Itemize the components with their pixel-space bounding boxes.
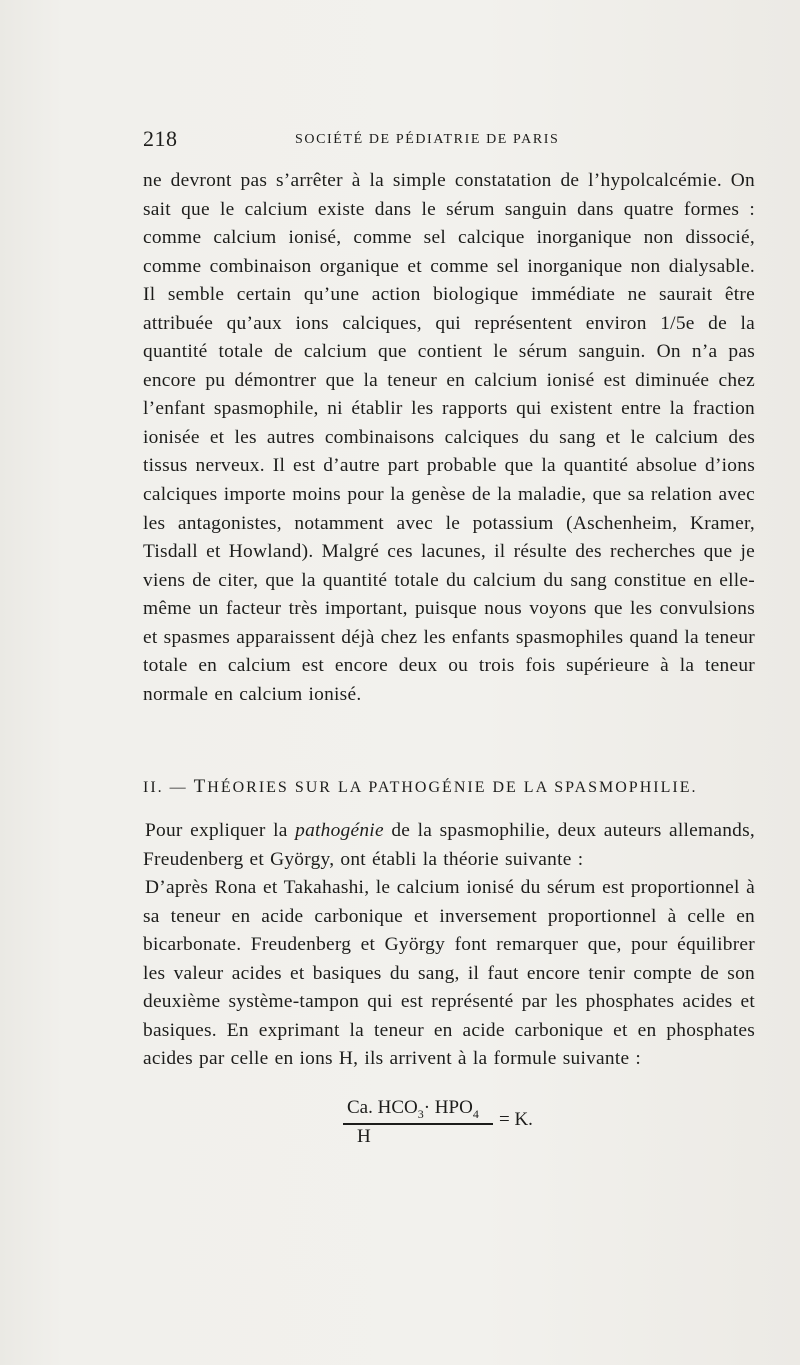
- paragraph-1: ne devront pas s’arrêter à la simple constatation de l’hypolcalcémie. On sait que le calcium existe dans le sérum sanguin dans quatre formes : comme calcium ionisé, comme sel calcique inorganique non dissocié, comme combinaison organique et comme sel inorganique non dialysable. Il semble certain qu’une action biologique immédiate ne saurait être attribuée qu’aux ions calciques, qui représentent environ 1/5e de la quantité totale de calcium que contient le sérum sanguin. On n’a pas encore pu démontrer que la teneur en calcium ionisé est diminuée chez l’enfant spasmophile, ni établir les rapports qui existent entre la fraction ionisée et les autres combinaisons calciques du sang et le calcium des tissus nerveux. Il est d’autre part probable que la quantité absolue d’ions calciques importe moins pour la genèse de la maladie, que sa relation avec les antagonistes, notamment avec le potassium (Aschenheim, Kramer, Tisdall et Howland). Malgré ces lacunes, il résulte des recherches que je viens de citer, que la quantité totale du calcium du sang constitue en elle-même un facteur très important, puisque nous voyons que les convulsions et spasmes apparaissent déjà chez les enfants spasmophiles quand la teneur totale en calcium est encore deux ou trois fois supérieure à la teneur normale en calcium ionisé.: [143, 170, 755, 705]
- body-text-block: [143, 167, 755, 709]
- formula-numerator: [347, 1097, 479, 1122]
- paragraph-2-italic: pathogénie: [295, 820, 384, 841]
- section-dash: —: [169, 779, 188, 796]
- section-title-initial: T: [193, 776, 208, 797]
- paragraph-2-end: de la spasmophilie, deux auteurs allemands, Freudenberg et György, ont établi la théorie suivante :: [143, 820, 755, 870]
- formula-result: = K.: [499, 1109, 533, 1130]
- formula: [343, 1097, 603, 1157]
- formula-subscript-4: 4: [472, 1106, 479, 1121]
- paragraph-3: D’après Rona et Takahashi, le calcium ionisé du sérum est proportionnel à sa teneur en acide carbonique et inversement proportionnel à celle en bicarbonate. Freudenberg et György font remarquer que, pour équilibrer les valeur acides et basiques du sang, il faut encore tenir compte de son deuxième système-tampon qui est représenté par les phosphates acides et basiques. En exprimant la teneur en acide carbonique et en phosphates acides par celle en ions H, ils arrivent à la formule suivante :: [143, 877, 755, 1070]
- fraction-bar: [343, 1123, 493, 1125]
- paragraph-2-start: Pour expliquer la: [145, 820, 296, 841]
- paragraph-2: [143, 817, 755, 874]
- section-heading: [143, 776, 755, 798]
- formula-denominator: H: [357, 1126, 371, 1147]
- section-title: HÉORIES SUR LA PATHOGÉNIE DE LA SPASMOPHILIE.: [207, 779, 698, 796]
- formula-subscript-3: 3: [417, 1106, 424, 1121]
- formula-numerator-part-a: Ca. HCO: [347, 1097, 418, 1118]
- section-number: II.: [143, 779, 164, 796]
- running-title: SOCIÉTÉ DE PÉDIATRIE DE PARIS: [295, 132, 560, 147]
- formula-numerator-part-b: · HPO: [423, 1097, 473, 1118]
- page-number: 218: [143, 126, 178, 151]
- page-header: [143, 126, 755, 156]
- section-body: [143, 817, 755, 1074]
